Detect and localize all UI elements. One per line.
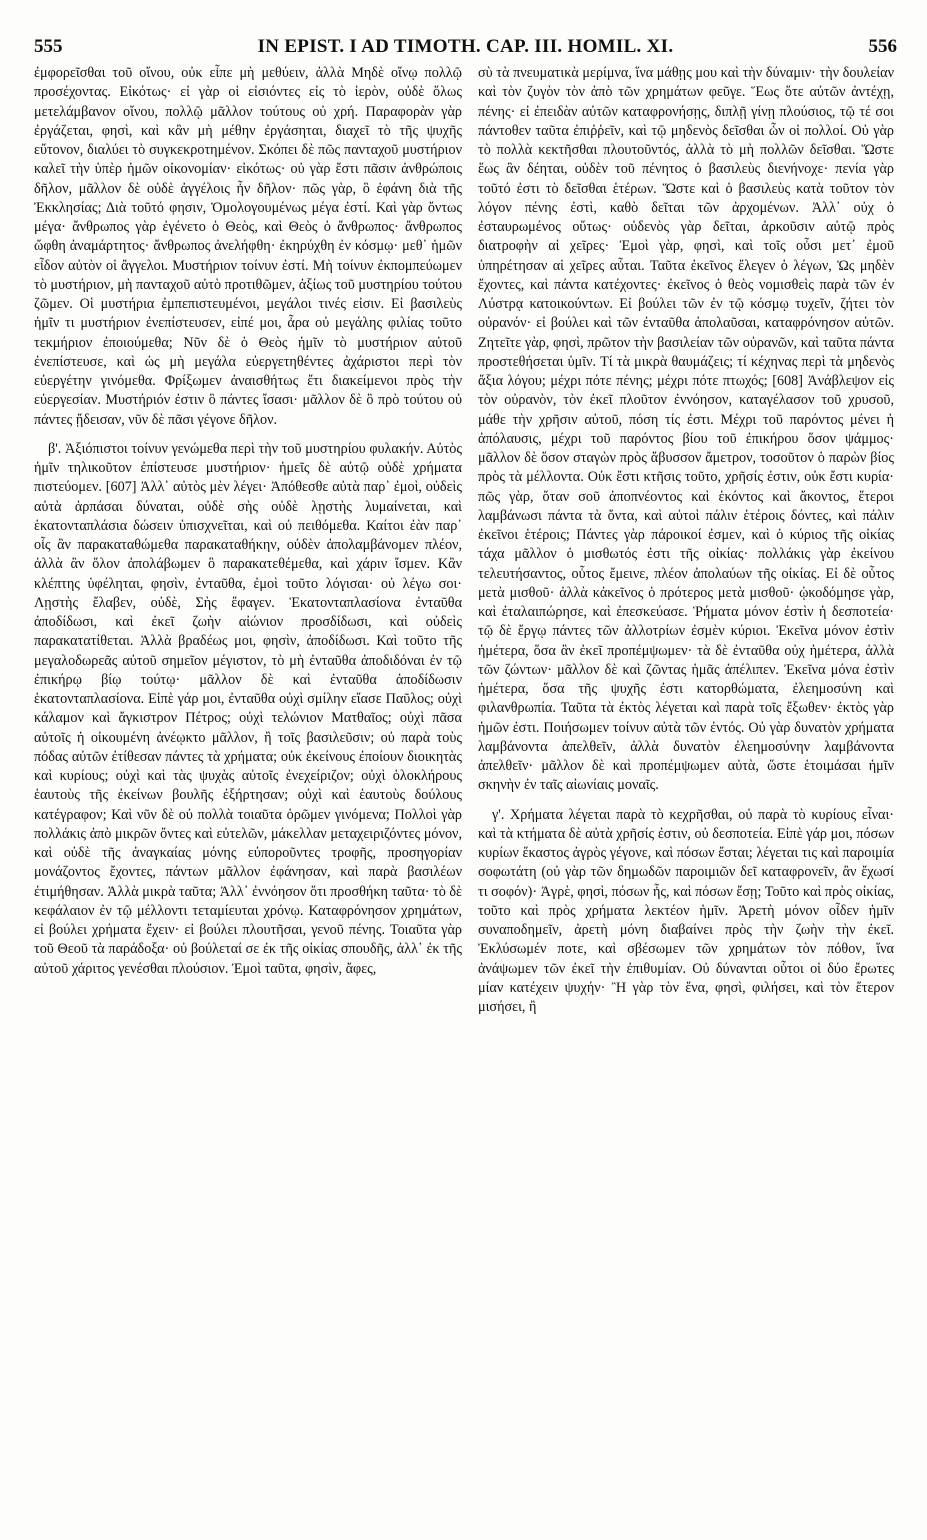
running-header bbox=[34, 36, 897, 60]
right-paragraph-2: γ'. Χρήματα λέγεται παρὰ τὸ κεχρῆσθαι, οὐ παρὰ τὸ κυρίους εἶναι· καὶ τὰ κτήματα δὲ αὐτὰ χρῆσίς ἐστιν, οὐ δεσποτεία. Εἰπὲ γάρ μοι, πόσων κυρίων ἕκαστος ἀγρὸς γέγονε, καὶ πόσων ἔσται; λέγεται τις καὶ παροιμία σοφωτάτη (οὐ γὰρ τῶν δημωδῶν παροιμιῶν δεῖ καταφρονεῖν, ἂν ἔχωσί τι σοφόν)· Ἀγρὲ, φησὶ, πόσων ἦς, καὶ πόσων ἔσῃ; Τοῦτο καὶ πρὸς οἰκίας, τοῦτο καὶ πρὸς χρήματα λεκτέον ἡμῖν. Ἀρετὴ μόνον οἶδεν ἡμῖν συναποδημεῖν, ἀρετὴ μόνη διαβαίνει πρὸς τὴν ζωὴν τὴν ἐκεῖ. Ἐκλύσωμέν ποτε, καὶ σβέσωμεν τῶν χρημάτων τὸν πόθον, ἵνα ἀνάψωμεν τῶν ἐκεῖ τὴν ἐπιθυμίαν. Οὐ δύνανται οὗτοι οἱ δύο ἔρωτες μίαν κατέχειν ψυχήν· Ἢ γὰρ τὸν ἕνα, φησὶ, φιλήσει, καὶ τὸν ἕτερον μισήσει, ἢ bbox=[478, 806, 894, 1015]
running-title: IN EPIST. I AD TIMOTH. CAP. III. HOMIL. XI. bbox=[257, 36, 674, 57]
page-number-left: 555 bbox=[34, 36, 63, 57]
page-number-right: 556 bbox=[868, 36, 897, 57]
left-paragraph-1: ἐμφορεῖσθαι τοῦ οἴνου, οὐκ εἶπε μὴ μεθύειν, ἀλλὰ Μηδὲ οἴνῳ πολλῷ προσέχοντας. Εἰκότως· εἰ γὰρ οἱ εἰσιόντες εἰς τὸ ἱερὸν, οὐδὲ ὅλως μετελάμβανον οἴνου, πολλῷ μᾶλλον τούτους οὐ χρή. Παραφορὰν γὰρ ἐργάζεται, φησὶ, καὶ κἂν μὴ μέθην ἐργάσηται, διαχεῖ τὸ τῆς ψυχῆς εὔτονον, διαλύει τὸ συγκεκροτημένον. Σκόπει δὲ πῶς πανταχοῦ μυστήριον καλεῖ τὴν ὑπὲρ ἡμῶν οἰκονομίαν· εἰκότως· οὐ γὰρ ἔστι πᾶσιν ἀνθρώποις δῆλον, μᾶλλον δὲ οὐδὲ ἀγγέλοις ἦν δῆλον· πῶς γὰρ, ὃ ἐφάνη διὰ τῆς Ἐκκλησίας; Διὰ τοῦτό φησιν, Ὁμολογουμένως μέγα ἐστί. Καὶ γὰρ ὄντως μέγα· ἄνθρωπος γὰρ ἐγένετο ὁ Θεὸς, καὶ Θεὸς ὁ ἄνθρωπος· ἄνθρωπος ὤφθη ἀναμάρτητος· ἄνθρωπος ἀνελήφθη· ἐκηρύχθη ἐν κόσμῳ· μεθ᾽ ἡμῶν εἶδον αὐτὸν οἱ ἄγγελοι. Μυστήριον τοίνυν ἐστί. Μὴ τοίνυν ἐκπομπεύωμεν τὸ μυστήριον, μὴ πανταχοῦ αὐτὸ προτιθῶμεν, ἀξίως τοῦ μυστηρίου τούτου ζῶμεν. Οἱ μυστήρια ἐμπεπιστευμένοι, μεγάλοι τινές εἰσιν. Εἰ βασιλεὺς ἡμῖν τι μυστήριον ἐνεπίστευσεν, εἰπέ μοι, ἆρα οὐ μεγάλης φιλίας τοῦτο τεκμήριον ἐποιούμεθα; Νῦν δὲ ὁ Θεὸς ἡμῖν τὸ μυστήριον αὐτοῦ ἐνεπίστευσε, καὶ ὡς μὴ μεγάλα εὐεργετηθέντες ἀχάριστοι περὶ τὸν εὐεργέτην γινόμεθα. Φρίξωμεν ἀναισθήτως ἔτι διακείμενοι πρὸς τὴν εὐεργεσίαν. Μυστήριόν ἐστιν ὃ πάντες ἴσασι· μᾶλλον δὲ ὃ πρὸ τούτου οὐ πάντες ᾔδεισαν, νῦν δὲ πᾶσι γέγονε δῆλον. bbox=[34, 65, 462, 428]
left-column bbox=[34, 64, 462, 1524]
right-column bbox=[478, 64, 894, 1524]
right-paragraph-1: σὺ τὰ πνευματικὰ μερίμνα, ἵνα μάθῃς μου καὶ τὴν δύναμιν· τὴν δουλείαν καὶ τὸν ζυγὸν τὸν ἀπὸ τῶν χρημάτων φεῦγε. Ἕως ὅτε αὐτῶν ἀντέχῃ, πένης· εἰ ἐπειδὰν αὐτῶν καταφρονήσῃς, διπλῇ γίνῃ πλούσιος, τῷ τέ σοι πάντοθεν ταῦτα ἐπιῤῥεῖν, καὶ τῷ μηδενὸς δεῖσθαι ὧν οἱ πολλοί. Οὐ γὰρ τὸ πολλὰ κεκτῆσθαι πλουτοῦντός, ἀλλὰ τὸ μὴ πολλῶν δεῖσθαι. Ὥστε ἕως ἂν δέηται, οὐδὲν τοῦ πένητος ὁ βασιλεὺς διενήνοχε· πενία γὰρ τοῦτό ἐστι τὸ δεῖσθαι ἑτέρων. Ὥστε καὶ ὁ βασιλεὺς κατὰ τοῦτον τὸν λόγον πένης ἐστὶ, καθὸ δεῖται τῶν ἀρχομένων. Ἀλλ᾽ οὐχ ὁ ἐσταυρωμένος οὕτως· οὐδενὸς γὰρ δεῖται, ἀρκοῦσιν αὐτῷ πρὸς διατροφὴν αἱ χεῖρες· Ἐμοὶ γὰρ, φησὶ, καὶ τοῖς οὖσι μετ᾽ ἐμοῦ ὑπηρέτησαν αἱ χεῖρες αὗται. Ταῦτα ἐκεῖνος ἔλεγεν ὁ λέγων, Ὡς μηδὲν ἔχοντες, καὶ πάντα κατέχοντες· ἐκεῖνος ὁ θεὸς νομισθεὶς παρὰ τῶν ἐν Λύστρᾳ κατοικούντων. Εἰ βούλει τῶν ἐν τῷ κόσμῳ τυχεῖν, ζήτει τὸν οὐρανόν· εἰ βούλει καὶ τῶν ἐνταῦθα ἀπολαῦσαι, καταφρόνησον αὐτῶν. Ζητεῖτε γὰρ, φησὶ, πρῶτον τὴν βασιλείαν τῶν οὐρανῶν, καὶ ταῦτα πάντα προστεθήσεται ὑμῖν. Τί τὰ μικρὰ θαυμάζεις; τί κέχηνας περὶ τὰ μηδενὸς ἄξια λόγου; μέχρι πότε πένης; μέχρι πότε πτωχός; [608] Ἀνάβλεψον εἰς τὸν οὐρανὸν, τὸν ἐκεῖ πλοῦτον ἐννόησον, καταγέλασον τοῦ χρυσοῦ, μάθε τὴν χρῆσιν αὐτοῦ, πόση τίς ἐστι. Μέχρι τοῦ παρόντος μένει ἡ ἀπόλαυσις, μέχρι τοῦ παρόντος βίου τοῦ ἐπικήρου ὅσον ψάμμος· μᾶλλον δὲ ὅσον σταγὼν πρὸς ἄβυσσον ἄμετρον, τοσοῦτον ὁ παρὼν βίος πρὸς τὰ μέλλοντα. Οὐκ ἔστι κτῆσις τοῦτο, χρῆσίς ἐστιν, οὐκ ἔστι κυρία· πῶς γὰρ, ὅταν σοῦ ἀποπνέοντος καὶ ἑκόντος καὶ ἄκοντος, ἕτεροι λαμβάνωσι πάντα τὰ ὄντα, καὶ αὐτοὶ πάλιν ἑτέροις δόντες, καὶ πάλιν ἐκεῖνοι ἑτέροις; Πάντες γὰρ πάροικοί ἐσμεν, καὶ ὁ κύριος τῆς οἰκίας τάχα μᾶλλον ὁ μισθωτός ἐστι τῆς οἰκίας· πολλάκις γὰρ ἐκείνου τελευτήσαντος, οὗτος ἔμεινε, πλέον ἀπολαύων τῆς οἰκίας. Εἰ δὲ οὗτος μετὰ μισθοῦ· ἀλλὰ κἀκεῖνος ὁ πρότερος μετὰ μισθοῦ· ᾠκοδόμησε γὰρ, καὶ ἐταλαιπώρησε, καὶ ἐπεσκεύασε. Ῥήματα μόνον ἐστὶν ἡ δεσποτεία· τῷ δὲ ἔργῳ πάντες τῶν ἀλλοτρίων ἐσμὲν κύριοι. Ἐκεῖνα μόνον ἐστὶν ἡμέτερα, ὅσα ἂν ἐκεῖ προπέμψωμεν· τὰ δὲ ἐνταῦθα οὐχ ἡμέτερα, ἀλλὰ τῶν ζώντων· μᾶλλον δὲ καὶ ζῶντας ἡμᾶς ἀπέλιπεν. Ἐκεῖνα μόνα ἐστὶν ἡμέτερα, ὅσα τῆς ψυχῆς ἐστι κατορθώματα, ἐλεημοσύνη καὶ φιλανθρωπία. Ταῦτα τὰ ἐκτὸς λέγεται καὶ παρὰ τοῖς ἔξωθεν· ἐκτὸς γὰρ ἡμῶν ἐστι. Ποιήσωμεν τοίνυν αὐτὰ τῶν ἐντός. Οὐ γὰρ δυνατὸν χρήματα λαμβάνοντα ἀπελθεῖν, ἀλλὰ δυνατὸν ἐλεημοσύνην λαμβάνοντα ἀπελθεῖν· μᾶλλον δὲ καὶ προπέμψωμεν αὐτὰ, ὥστε ἑτοιμάσαι ἡμῖν σκηνὴν ἐν ταῖς αἰωνίαις μοναῖς. bbox=[478, 65, 894, 794]
left-paragraph-2: β'. Ἀξιόπιστοι τοίνυν γενώμεθα περὶ τὴν τοῦ μυστηρίου φυλακήν. Αὐτὸς ἡμῖν τηλικοῦτον ἐπίστευσε μυστήριον· ἡμεῖς δὲ αὐτῷ οὐδὲ χρήματα πιστεύομεν. [607] Ἀλλ᾽ αὐτὸς μὲν λέγει· Ἀπόθεσθε αὐτὰ παρ᾽ ἐμοὶ, οὐδεὶς αὐτὰ ἁρπάσαι δύναται, οὐδὲ σὴς οὐδὲ λῃστὴς λυμαίνεται, καὶ ἑκατονταπλάσια δώσειν ὑπισχνεῖται, καὶ οὐ πειθόμεθα. Καίτοι ἐὰν παρ᾽ οἷς ἂν παρακαταθώμεθα παρακαταθήκην, οὐδὲν ἀπολαμβάνομεν πλέον, ἀλλὰ ἂν ὅλον ἀπολάβωμεν ὃ παρακατεθέμεθα, καὶ χάριν ἴσμεν. Κἂν κλέπτης ὑφέληται, φησὶν, ἐνταῦθα, ἐμοὶ τοῦτο λόγισαι· οὐ λέγω σοι· Λῃστὴς ἔλαβεν, οὐδὲ, Σὴς ἔφαγεν. Ἑκατονταπλασίονα ἐνταῦθα ἀποδίδωσι, καὶ ἐκεῖ ζωὴν αἰώνιον προσδίδωσι, καὶ οὐδεὶς παρακατατίθεται. Ἀλλὰ βραδέως μοι, φησὶν, ἀποδίδωσι. Καὶ τοῦτο τῆς μεγαλοδωρεᾶς αὐτοῦ σημεῖον μέγιστον, τὸ μὴ ἐνταῦθα ἀποδιδόναι ἐν τῷ ἐπικήρῳ βίῳ τούτῳ· μᾶλλον δὲ καὶ ἐνταῦθα ἀποδίδωσιν ἑκατονταπλασίονα. Εἰπὲ γάρ μοι, ἐνταῦθα οὐχὶ σμίλην εἴασε Παῦλος; οὐχὶ κάλαμον καὶ ἄγκιστρον Πέτρος; οὐχὶ τελώνιον Ματθαῖος; οὐχὶ πᾶσα αὐτοῖς ἡ οἰκουμένη ἀνέῳκτο μᾶλλον, ἢ τοῖς βασιλεῦσιν; οὐ παρὰ τοὺς πόδας αὐτῶν ἐτίθεσαν πάντες τὰ χρήματα; οὐκ ἐκείνους ἐποίουν διοικητὰς καὶ κυρίους; οὐχὶ καὶ τὰς ψυχὰς αὐτοῖς ἐνεχείριζον; οὐχὶ ὁλοκλήρους ἑαυτοὺς τῆς ἐκείνων βουλῆς ἐξήρτησαν; οὐχὶ καὶ ἑαυτοὺς δούλους κατέγραφον; Καὶ νῦν δὲ οὐ πολλὰ τοιαῦτα ὁρῶμεν γινόμενα; Πολλοὶ γὰρ πολλάκις ἀπὸ μικρῶν ὄντες καὶ εὐτελῶν, μάκελλαν μεταχειριζόντες μόνον, καὶ οὐδὲ τῆς ἀναγκαίας μόνης εὐποροῦντες τροφῆς, προσηγορίαν μονάζοντος ἔχοντες, πάντων μᾶλλον ἐφάνησαν, καὶ παρὰ βασιλέων ἐτιμήθησαν. Ἀλλὰ μικρὰ ταῦτα; Ἀλλ᾽ ἐννόησον ὅτι προσθήκη ταῦτα· τὸ δὲ κεφάλαιον ἐν τῷ μέλλοντι τεταμίευται χρόνῳ. Καταφρόνησον χρημάτων, εἰ βούλει χρήματα ἔχειν· εἰ βούλει πλουτῆσαι, γενοῦ πένης. Τοιαῦτα γὰρ τοῦ Θεοῦ τὰ παράδοξα· οὐ βούλεταί σε ἐκ τῆς οἰκίας σπουδῆς, ἀλλ᾽ ἐκ τῆς αὐτοῦ χάριτος γενέσθαι πλούσιον. Ἐμοὶ ταῦτα, φησὶν, ἄφες, bbox=[34, 440, 462, 977]
